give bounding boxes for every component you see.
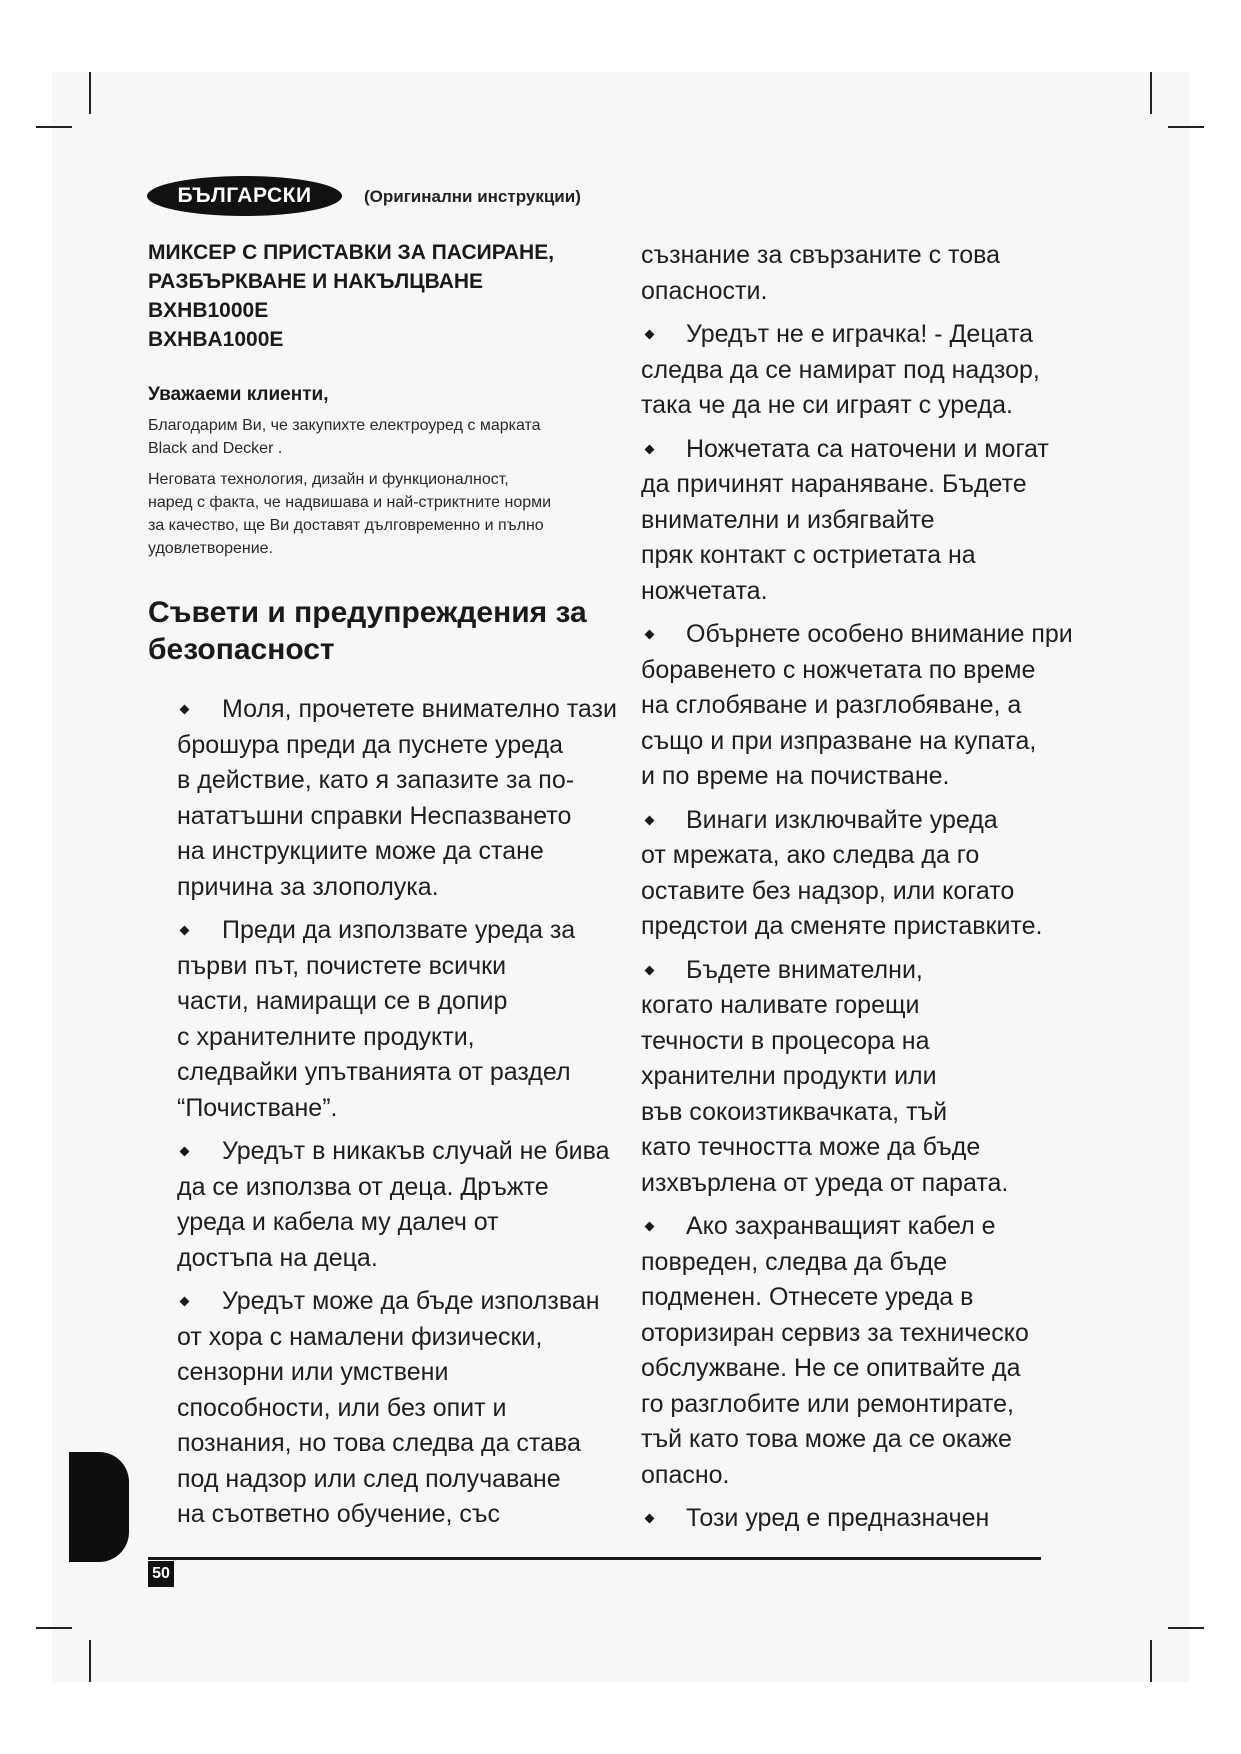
- intro-line: Неговата технология, дизайн и функционалност,: [148, 471, 509, 488]
- page-number: 50: [148, 1561, 174, 1587]
- tip-line: предстои да сменяте приставките.: [641, 912, 1043, 940]
- safety-tip: [641, 1209, 1081, 1493]
- tip-line: Уредът може да бъде използван: [222, 1287, 600, 1315]
- tip-line: части, намиращи се в допир: [177, 987, 508, 1015]
- model-number: BXHBA1000E: [148, 328, 284, 351]
- tip-line: оторизиран сервиз за техническо: [641, 1318, 1029, 1347]
- tip-line: на сглобяване и разглобяване, а: [641, 691, 1022, 719]
- tip-line: и по време на почистване.: [641, 762, 950, 790]
- crop-mark: [36, 1627, 72, 1629]
- tip-line: изхвърлена от уреда от парата.: [641, 1168, 1009, 1197]
- intro-line: Благодарим Ви, че закупихте електроуред с марката: [148, 417, 541, 434]
- tip-line: брошура преди да пуснете уреда: [177, 730, 564, 759]
- tip-line: Винаги изключвайте уреда: [686, 805, 998, 834]
- tip-line: от мрежата, ако следва да го: [641, 841, 980, 869]
- safety-tip: [148, 1284, 628, 1533]
- tip-line: Бъдете внимателни,: [686, 955, 923, 984]
- crop-mark: [36, 126, 72, 128]
- intro-paragraph: [148, 468, 628, 560]
- section-title: [148, 594, 628, 668]
- safety-tip: [641, 803, 1081, 945]
- tip-line: повреден, следва да бъде: [641, 1247, 948, 1276]
- tip-line: Този уред е предназначен: [686, 1504, 990, 1532]
- tip-line: следвайки упътванията от раздел: [177, 1058, 571, 1086]
- crop-mark: [1168, 1627, 1204, 1629]
- product-title-line: МИКСЕР С ПРИСТАВКИ ЗА ПАСИРАНЕ,: [148, 241, 555, 264]
- safety-tip: [148, 1134, 628, 1276]
- tip-line: когато наливате горещи: [641, 991, 920, 1019]
- crop-mark: [1150, 72, 1152, 114]
- tip-line: също и при изпразване на купата,: [641, 726, 1037, 755]
- tip-line: съзнание за свързаните с това: [641, 241, 1001, 269]
- intro-line: удовлетворение.: [148, 540, 273, 557]
- tip-line: Обърнете особено внимание при: [686, 620, 1073, 648]
- tip-line: ножчетата.: [641, 576, 768, 605]
- tip-line: Уредът не е играчка! - Децата: [686, 320, 1034, 348]
- tip-line: първи път, почистете всички: [177, 951, 507, 980]
- tip-line: да причинят нараняване. Бъдете: [641, 470, 1027, 498]
- tip-line: го разглобите или ремонтирате,: [641, 1389, 1014, 1418]
- tip-line: от хора с намалени физически,: [177, 1322, 543, 1351]
- product-title: [148, 238, 628, 354]
- tip-line: пряк контакт с остриетата на: [641, 541, 976, 569]
- tip-line: опасности.: [641, 276, 768, 305]
- crop-mark: [1168, 126, 1204, 128]
- tip-line: в действие, като я запазите за по-: [177, 766, 575, 794]
- tip-line: боравенето с ножчетата по време: [641, 655, 1036, 684]
- tip-line: достъпа на деца.: [177, 1243, 378, 1272]
- crop-mark: [1150, 1640, 1152, 1682]
- model-number: BXHB1000E: [148, 299, 269, 322]
- safety-tip: [641, 953, 1081, 1202]
- tip-line: хранителни продукти или: [641, 1062, 937, 1090]
- safety-tip: [641, 617, 1081, 795]
- section-title-line: Съвети и предупреждения за: [148, 596, 587, 629]
- tip-line: да се използва от деца. Дръжте: [177, 1172, 549, 1201]
- tip-line: Ножчетата са наточени и могат: [686, 434, 1049, 463]
- section-title-line: безопасност: [148, 633, 335, 666]
- tip-line: внимателни и избягвайте: [641, 505, 935, 534]
- intro-paragraph: [148, 414, 628, 460]
- product-title-line: РАЗБЪРКВАНЕ И НАКЪЛЦВАНЕ: [148, 270, 484, 293]
- tip-line: сензорни или умствени: [177, 1358, 449, 1386]
- tip-line: подменен. Отнесете уреда в: [641, 1283, 974, 1311]
- safety-tip: [641, 1501, 1081, 1537]
- tip-line: познания, но това следва да става: [177, 1429, 581, 1457]
- tip-line: способности, или без опит и: [177, 1393, 507, 1422]
- tip-line: “Почистване”.: [177, 1093, 338, 1122]
- language-badge: БЪЛГАРСКИ: [147, 176, 342, 216]
- crop-mark: [89, 1640, 91, 1682]
- tip-line: Моля, прочетете внимателно тази: [222, 695, 617, 723]
- safety-tip: [641, 432, 1081, 610]
- tip-line: Преди да използвате уреда за: [222, 916, 576, 944]
- intro-line: за качество, ще Ви доставят дълговременно и пълно: [148, 517, 544, 534]
- tip-line: на съответно обучение, със: [177, 1500, 501, 1528]
- tip-line: Уредът в никакъв случай не бива: [222, 1137, 610, 1165]
- tip-line: обслужване. Не се опитвайте да: [641, 1354, 1021, 1382]
- original-instructions-label: (Оригинални инструкции): [364, 187, 581, 206]
- tip-line: на инструкциите може да стане: [177, 837, 544, 865]
- tip-line: опасно.: [641, 1460, 730, 1489]
- tip-line: Ако захранващият кабел е: [686, 1212, 996, 1240]
- footer-rule: [148, 1557, 1041, 1560]
- greeting: Уважаеми клиенти,: [148, 384, 329, 405]
- right-tips-list: [641, 317, 1081, 1537]
- crop-mark: [89, 72, 91, 114]
- intro-line: наред с факта, че надвишава и най-стриктните норми: [148, 494, 552, 511]
- tip-line: течности в процесора на: [641, 1026, 930, 1055]
- safety-tip: [641, 317, 1081, 424]
- tip-line: така че да не си играят с уреда.: [641, 391, 1013, 419]
- left-column: [148, 238, 628, 1541]
- tip-line: следва да се намират под надзор,: [641, 355, 1040, 384]
- safety-tip: [148, 913, 628, 1126]
- safety-tip: [148, 692, 628, 905]
- tip-line: под надзор или след получаване: [177, 1464, 561, 1493]
- tip-line: нататъшни справки Неспазването: [177, 801, 572, 830]
- continued-tip: [641, 238, 1081, 309]
- section-tab-marker: [69, 1452, 129, 1562]
- right-column: [641, 238, 1081, 1545]
- intro-line: Black and Decker .: [148, 440, 283, 457]
- left-tips-list: [148, 692, 628, 1533]
- tip-line: като течността може да бъде: [641, 1133, 981, 1161]
- tip-line: оставите без надзор, или когато: [641, 876, 1015, 905]
- tip-line: във сокоизтиквачката, тъй: [641, 1097, 948, 1126]
- tip-line: с хранителните продукти,: [177, 1022, 475, 1051]
- tip-line: тъй като това може да се окаже: [641, 1425, 1012, 1453]
- tip-line: причина за злополука.: [177, 872, 439, 901]
- tip-line: уреда и кабела му далеч от: [177, 1208, 499, 1236]
